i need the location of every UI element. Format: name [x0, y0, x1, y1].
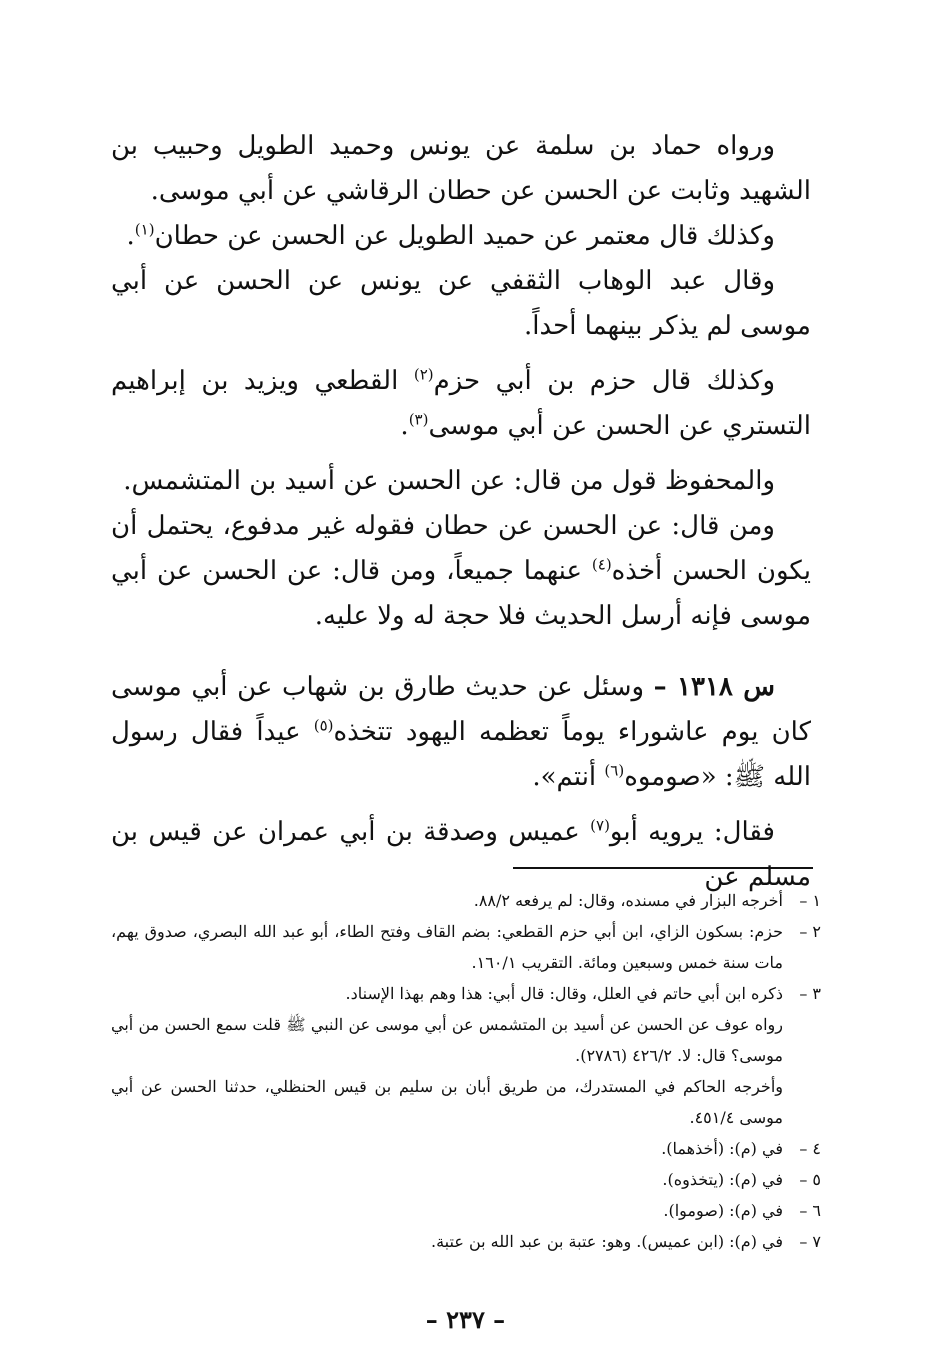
- paragraph-6: ومن قال: عن الحسن عن حطان فقوله غير مدفوع، يحتمل أن يكون الحسن أخذه$^{(٤)}$ عنهما جميعاً، ومن قال: عن الحسن عن أبي موسى فإنه أرسل الحديث فلا حجة له ولا عليه.: [111, 511, 811, 631]
- footnote-text: حزم: بسكون الزاي، ابن أبي حزم القطعي: بضم القاف وفتح الطاء، أبو عبد الله البصري، صدوق يهم، مات سنة خمس وسبعين ومائة. التقريب ١٦٠/١.: [111, 922, 783, 972]
- footnote-number: ٣ –: [799, 984, 821, 1003]
- footnote-3: [111, 978, 821, 1133]
- footnote-6: [111, 1195, 821, 1226]
- footnote-number: ٦ –: [799, 1201, 821, 1220]
- footnote-number: ١ –: [799, 891, 821, 910]
- footnote-ref-3[interactable]: (٣): [408, 410, 429, 429]
- page-number: – ٢٣٧ –: [425, 1305, 506, 1334]
- footnote-ref-7[interactable]: (٧): [590, 816, 610, 835]
- paragraph-5: والمحفوظ قول من قال: عن الحسن عن أسيد بن المتشمس.: [123, 466, 775, 496]
- footnote-text: ذكره ابن أبي حاتم في العلل، وقال: قال أبي: هذا وهم بهذا الإسناد.: [345, 984, 783, 1003]
- footnote-ref-4[interactable]: (٤): [591, 555, 612, 574]
- footnote-1: [111, 885, 821, 916]
- footnote-text: أخرجه البزار في مسنده، وقال: لم يرفعه ٨٨/٢.: [473, 891, 783, 910]
- main-text: [111, 124, 811, 900]
- answer-paragraph: فقال: يرويه أبو$^{(٧)}$ عميس وصدقة بن أبي عمران عن قيس بن مسلم عن: [111, 816, 811, 892]
- paragraph-4: وكذلك قال حزم بن أبي حزم$^{(٢)}$ القطعي ويزيد بن إبراهيم التستري عن الحسن عن أبي موسى$^{(٣)}$.: [111, 365, 811, 441]
- footnote-ref-1[interactable]: (١): [134, 220, 155, 239]
- footnote-5: [111, 1164, 821, 1195]
- footnote-ref-5[interactable]: (٥): [313, 716, 334, 735]
- footnote-number: ٤ –: [799, 1139, 821, 1158]
- paragraph-2: وكذلك قال معتمر عن حميد الطويل عن الحسن عن حطان$^{(١)}$.: [126, 220, 775, 251]
- footnote-text: رواه عوف عن الحسن عن أسيد بن المتشمس عن أبي موسى عن النبي ﷺ قلت سمع الحسن من أبي موسى؟ قال: لا. ٤٢٦/٢ (٢٧٨٦).: [111, 1015, 783, 1065]
- question-number: س ١٣١٨ –: [653, 672, 775, 702]
- footnote-text: في (م): (صوموا).: [663, 1201, 783, 1220]
- footnote-divider: [513, 867, 813, 869]
- paragraph-3: وقال عبد الوهاب الثقفي عن يونس عن الحسن عن أبي موسى لم يذكر بينهما أحداً.: [111, 266, 811, 341]
- footnote-number: ٢ –: [799, 922, 821, 941]
- footnote-7: [111, 1226, 821, 1257]
- footnote-text: في (م): (يتخذوه).: [662, 1170, 783, 1189]
- footnote-ref-2[interactable]: (٢): [413, 365, 434, 384]
- footnotes: [111, 885, 821, 1257]
- footnote-text: وأخرجه الحاكم في المستدرك، من طريق أبان بن سليم بن قيس الحنظلي، حدثنا الحسن عن أبي موسى ٤٥١/٤.: [111, 1077, 783, 1127]
- footnote-number: ٧ –: [799, 1232, 821, 1251]
- question-1318: س ١٣١٨ – وسئل عن حديث طارق بن شهاب عن أبي موسى كان يوم عاشوراء يوماً تعظمه اليهود تتخذه$^{(٥)}$ عيداً فقال رسول الله ﷺ: «صوموه$^{(٦)}$ أنتم».: [111, 672, 811, 792]
- footnote-text: في (م): (أخذهما).: [661, 1139, 783, 1158]
- footnote-ref-6[interactable]: (٦): [604, 761, 625, 780]
- footnote-4: [111, 1133, 821, 1164]
- footnote-number: ٥ –: [799, 1170, 821, 1189]
- footnote-text: في (م): (ابن عميس). وهو: عتبة بن عبد الله بن عتبة.: [431, 1232, 783, 1251]
- paragraph-1: ورواه حماد بن سلمة عن يونس وحميد الطويل وحبيب بن الشهيد وثابت عن الحسن عن حطان الرقاشي عن أبي موسى.: [111, 131, 811, 206]
- footnote-2: [111, 916, 821, 978]
